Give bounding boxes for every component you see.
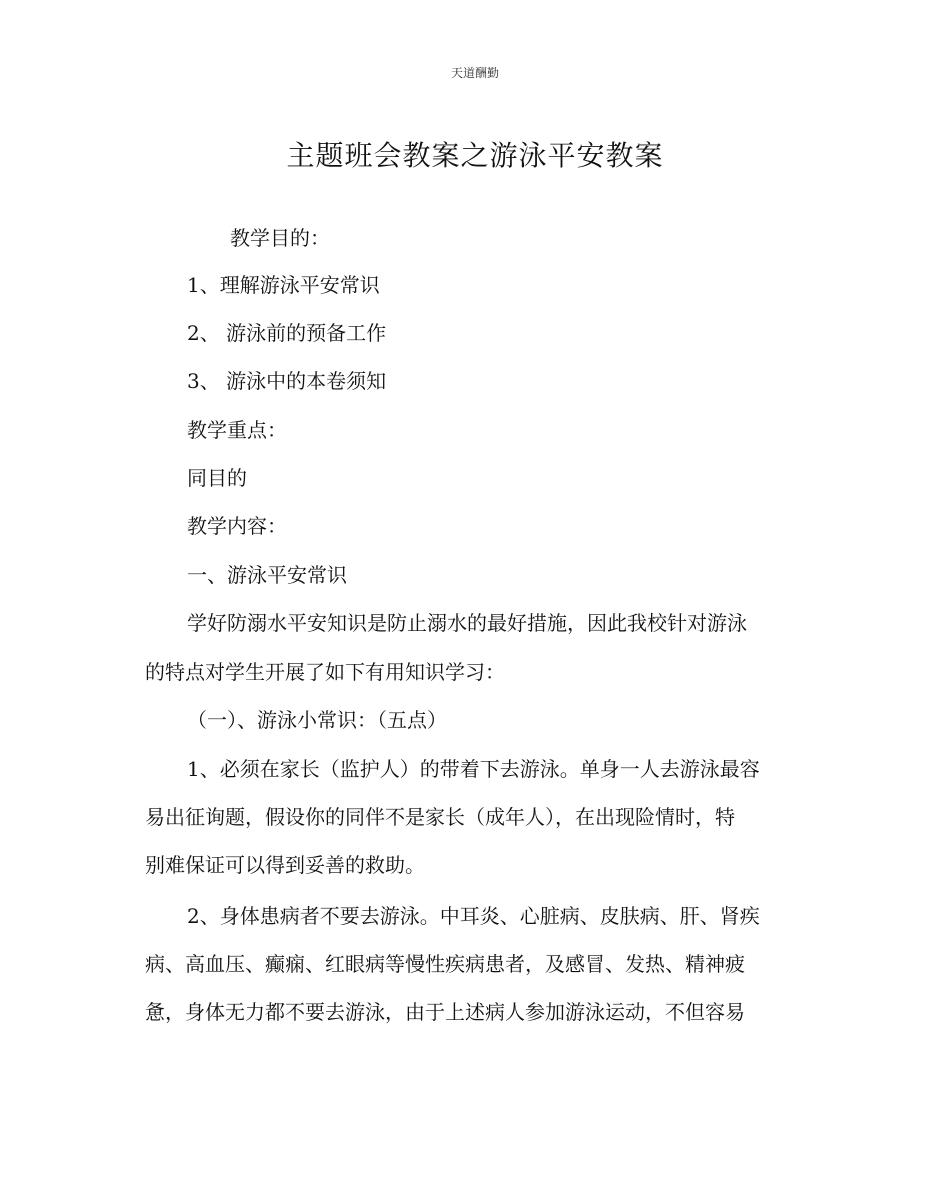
text-line: 教学重点：	[187, 418, 287, 442]
text-line: 一、游泳平安常识	[187, 563, 347, 587]
text-line: 别难保证可以得到妥善的救助。	[145, 853, 425, 877]
text-line: 同目的	[187, 466, 247, 490]
text-line: 学好防溺水平安知识是防止溺水的最好措施，因此我校针对游泳	[187, 611, 747, 635]
text-line: 1、必须在家长（监护人）的带着下去游泳。单身一人去游泳最容	[187, 757, 760, 781]
text-line: 的特点对学生开展了如下有用知识学习：	[145, 660, 505, 684]
page-header: 天道酬勤	[450, 66, 499, 80]
text-line: 1、理解游泳平安常识	[187, 273, 380, 297]
text-line: 3、 游泳中的本卷须知	[187, 369, 387, 393]
text-line: 病、高血压、癫痫、红眼病等慢性疾病患者，及感冒、发热、精神疲	[145, 952, 745, 976]
text-line: 惫，身体无力都不要去游泳，由于上述病人参加游泳运动，不但容易	[145, 1000, 745, 1024]
text-line: 易出征询题，假设你的同伴不是家长（成年人），在出现险情时，特	[145, 805, 735, 829]
document-title: 主题班会教案之游泳平安教案	[286, 139, 664, 172]
text-line: 2、 游泳前的预备工作	[187, 321, 387, 345]
text-line: 教学内容：	[187, 514, 287, 538]
text-line: （一）、游泳小常识：（五点）	[187, 708, 447, 732]
text-line: 2、身体患病者不要去游泳。中耳炎、心脏病、皮肤病、肝、肾疾	[187, 904, 760, 928]
text-line: 教学目的：	[230, 226, 330, 250]
